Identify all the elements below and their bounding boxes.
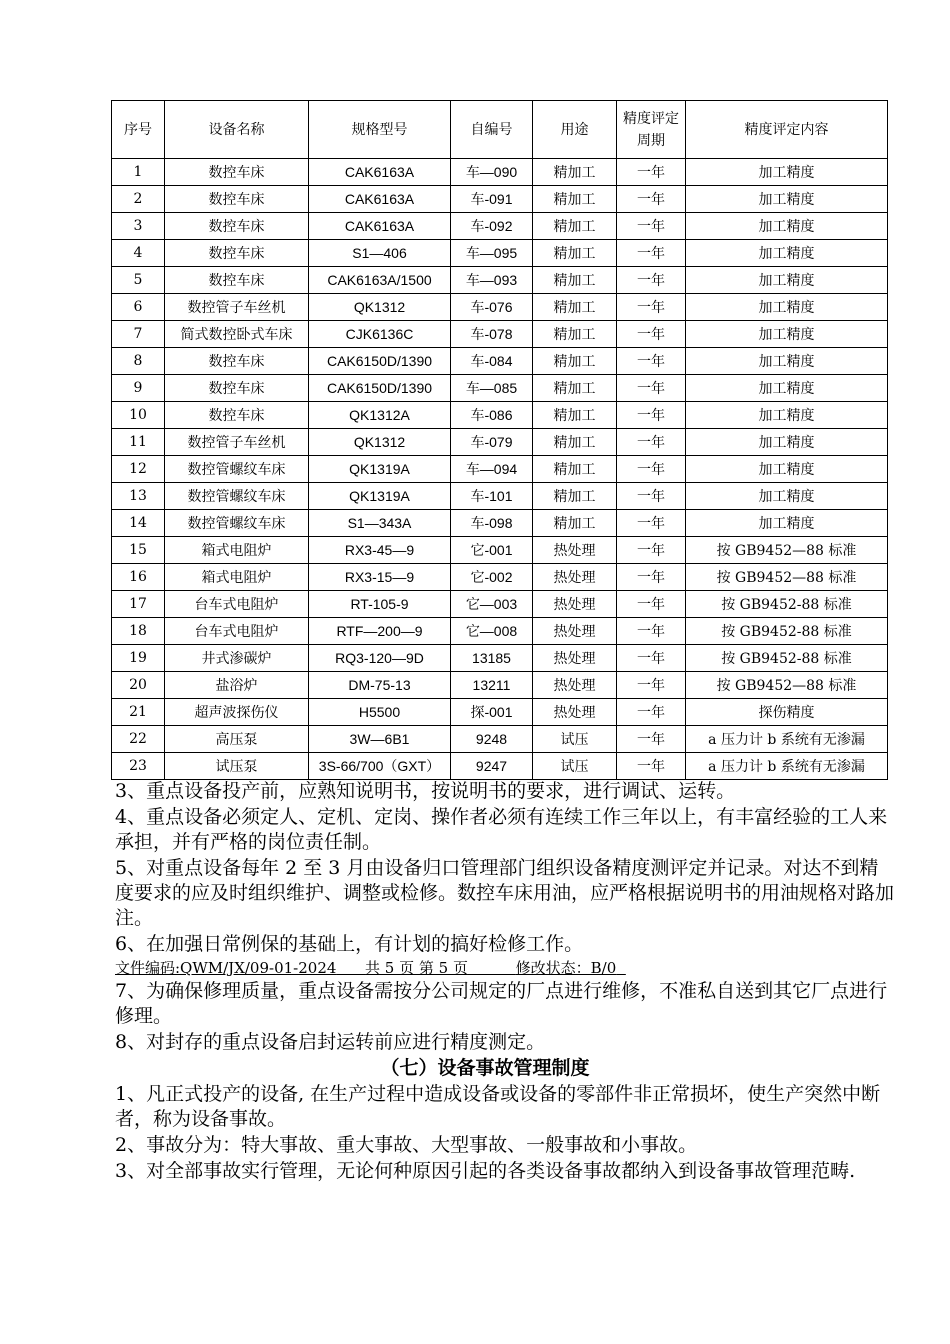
cell-usage: 精加工 bbox=[533, 213, 617, 240]
cell-index: 12 bbox=[112, 456, 165, 483]
header-index: 序号 bbox=[112, 101, 165, 159]
cell-self-number: 它-001 bbox=[451, 537, 533, 564]
table-row bbox=[112, 753, 888, 780]
table-row bbox=[112, 483, 888, 510]
table-row bbox=[112, 537, 888, 564]
cell-index: 5 bbox=[112, 267, 165, 294]
cell-model: QK1312 bbox=[309, 429, 451, 456]
cell-self-number: 9247 bbox=[451, 753, 533, 780]
cell-evaluation-content: 加工精度 bbox=[686, 213, 888, 240]
cell-usage: 热处理 bbox=[533, 537, 617, 564]
cell-evaluation-period: 一年 bbox=[617, 699, 686, 726]
cell-self-number: 9248 bbox=[451, 726, 533, 753]
header-equipment-name: 设备名称 bbox=[165, 101, 309, 159]
cell-usage: 精加工 bbox=[533, 375, 617, 402]
table-row bbox=[112, 510, 888, 537]
paragraph-5: 5、对重点设备每年 2 至 3 月由设备归口管理部门组织设备精度测评定并记录。对达不到精度要求的应及时组织维护、调整或检修。数控车床用油，应严格根据说明书的用油规格对路加注。 bbox=[115, 857, 895, 929]
cell-equipment-name: 数控管螺纹车床 bbox=[165, 510, 309, 537]
table-row bbox=[112, 699, 888, 726]
cell-evaluation-content: 加工精度 bbox=[686, 267, 888, 294]
cell-index: 23 bbox=[112, 753, 165, 780]
table-row bbox=[112, 186, 888, 213]
cell-evaluation-content: 加工精度 bbox=[686, 321, 888, 348]
footer-pages: 共 5 页 第 5 页 bbox=[365, 959, 468, 977]
cell-evaluation-period: 一年 bbox=[617, 294, 686, 321]
cell-index: 7 bbox=[112, 321, 165, 348]
cell-evaluation-period: 一年 bbox=[617, 321, 686, 348]
cell-evaluation-period: 一年 bbox=[617, 726, 686, 753]
cell-evaluation-content: 加工精度 bbox=[686, 429, 888, 456]
table-body bbox=[112, 159, 888, 780]
cell-usage: 精加工 bbox=[533, 159, 617, 186]
cell-self-number: 车-079 bbox=[451, 429, 533, 456]
cell-index: 19 bbox=[112, 645, 165, 672]
table-row bbox=[112, 618, 888, 645]
cell-self-number: 车-092 bbox=[451, 213, 533, 240]
cell-model: QK1312 bbox=[309, 294, 451, 321]
section-paragraph-3: 3、对全部事故实行管理，无论何种原因引起的各类设备事故都纳入到设备事故管理范畴. bbox=[115, 1160, 856, 1182]
cell-usage: 精加工 bbox=[533, 429, 617, 456]
cell-equipment-name: 盐浴炉 bbox=[165, 672, 309, 699]
cell-equipment-name: 简式数控卧式车床 bbox=[165, 321, 309, 348]
cell-index: 6 bbox=[112, 294, 165, 321]
cell-equipment-name: 数控车床 bbox=[165, 240, 309, 267]
cell-model: QK1319A bbox=[309, 483, 451, 510]
cell-model: RX3-45—9 bbox=[309, 537, 451, 564]
footer-doc-code: 文件编码:QWM/JX/09-01-2024 bbox=[115, 959, 337, 977]
cell-usage: 精加工 bbox=[533, 294, 617, 321]
cell-evaluation-content: 加工精度 bbox=[686, 402, 888, 429]
cell-model: CAK6150D/1390 bbox=[309, 348, 451, 375]
section-paragraph-2: 2、事故分为：特大事故、重大事故、大型事故、一般事故和小事故。 bbox=[115, 1134, 698, 1156]
header-evaluation-period: 精度评定周期 bbox=[617, 101, 686, 159]
cell-equipment-name: 箱式电阻炉 bbox=[165, 537, 309, 564]
cell-self-number: 探-001 bbox=[451, 699, 533, 726]
cell-evaluation-content: 加工精度 bbox=[686, 186, 888, 213]
cell-index: 2 bbox=[112, 186, 165, 213]
cell-model: RQ3-120—9D bbox=[309, 645, 451, 672]
cell-index: 3 bbox=[112, 213, 165, 240]
cell-usage: 热处理 bbox=[533, 564, 617, 591]
cell-evaluation-period: 一年 bbox=[617, 213, 686, 240]
cell-self-number: 车—093 bbox=[451, 267, 533, 294]
cell-index: 4 bbox=[112, 240, 165, 267]
cell-evaluation-content: 加工精度 bbox=[686, 348, 888, 375]
cell-index: 17 bbox=[112, 591, 165, 618]
table-row bbox=[112, 726, 888, 753]
cell-evaluation-period: 一年 bbox=[617, 537, 686, 564]
cell-usage: 精加工 bbox=[533, 456, 617, 483]
cell-evaluation-content: 按 GB9452-88 标准 bbox=[686, 645, 888, 672]
cell-usage: 精加工 bbox=[533, 267, 617, 294]
cell-index: 21 bbox=[112, 699, 165, 726]
cell-model: CAK6163A/1500 bbox=[309, 267, 451, 294]
cell-index: 8 bbox=[112, 348, 165, 375]
cell-evaluation-period: 一年 bbox=[617, 375, 686, 402]
cell-self-number: 车-086 bbox=[451, 402, 533, 429]
table-row bbox=[112, 456, 888, 483]
cell-model: S1—406 bbox=[309, 240, 451, 267]
section-title: （七）设备事故管理制度 bbox=[380, 1057, 590, 1079]
cell-self-number: 车—094 bbox=[451, 456, 533, 483]
paragraph-7: 7、为确保修理质量，重点设备需按分公司规定的厂点进行维修，不准私自送到其它厂点进行修理。 bbox=[115, 980, 888, 1027]
header-row bbox=[112, 101, 888, 159]
cell-self-number: 它-002 bbox=[451, 564, 533, 591]
cell-evaluation-period: 一年 bbox=[617, 267, 686, 294]
cell-equipment-name: 数控车床 bbox=[165, 159, 309, 186]
cell-usage: 精加工 bbox=[533, 510, 617, 537]
cell-equipment-name: 台车式电阻炉 bbox=[165, 618, 309, 645]
cell-equipment-name: 箱式电阻炉 bbox=[165, 564, 309, 591]
cell-model: QK1319A bbox=[309, 456, 451, 483]
cell-self-number: 车—085 bbox=[451, 375, 533, 402]
cell-usage: 试压 bbox=[533, 753, 617, 780]
cell-evaluation-content: 按 GB9452—88 标准 bbox=[686, 564, 888, 591]
table-row bbox=[112, 672, 888, 699]
cell-usage: 热处理 bbox=[533, 699, 617, 726]
cell-evaluation-period: 一年 bbox=[617, 510, 686, 537]
cell-self-number: 车-084 bbox=[451, 348, 533, 375]
cell-model: CAK6150D/1390 bbox=[309, 375, 451, 402]
cell-model: 3S-66/700（GXT） bbox=[309, 753, 451, 780]
cell-evaluation-content: 按 GB9452-88 标准 bbox=[686, 591, 888, 618]
cell-evaluation-period: 一年 bbox=[617, 348, 686, 375]
cell-model: S1—343A bbox=[309, 510, 451, 537]
cell-model: RTF—200—9 bbox=[309, 618, 451, 645]
cell-equipment-name: 超声波探伤仪 bbox=[165, 699, 309, 726]
table-row bbox=[112, 402, 888, 429]
cell-evaluation-content: 按 GB9452-88 标准 bbox=[686, 618, 888, 645]
paragraph-8: 8、对封存的重点设备启封运转前应进行精度测定。 bbox=[115, 1031, 546, 1053]
table-row bbox=[112, 321, 888, 348]
cell-index: 13 bbox=[112, 483, 165, 510]
paragraph-6: 6、在加强日常例保的基础上，有计划的搞好检修工作。 bbox=[115, 933, 584, 955]
cell-evaluation-content: 加工精度 bbox=[686, 510, 888, 537]
cell-evaluation-period: 一年 bbox=[617, 564, 686, 591]
cell-index: 18 bbox=[112, 618, 165, 645]
cell-self-number: 13211 bbox=[451, 672, 533, 699]
cell-self-number: 车-091 bbox=[451, 186, 533, 213]
cell-evaluation-content: a 压力计 b 系统有无渗漏 bbox=[686, 753, 888, 780]
cell-evaluation-period: 一年 bbox=[617, 429, 686, 456]
cell-evaluation-content: a 压力计 b 系统有无渗漏 bbox=[686, 726, 888, 753]
cell-equipment-name: 数控车床 bbox=[165, 375, 309, 402]
cell-usage: 热处理 bbox=[533, 618, 617, 645]
cell-index: 11 bbox=[112, 429, 165, 456]
footer-revision: 修改状态：B/0 bbox=[515, 959, 617, 977]
cell-evaluation-content: 加工精度 bbox=[686, 159, 888, 186]
cell-usage: 精加工 bbox=[533, 483, 617, 510]
header-evaluation-content: 精度评定内容 bbox=[686, 101, 888, 159]
page-footer bbox=[115, 958, 895, 978]
cell-evaluation-period: 一年 bbox=[617, 483, 686, 510]
cell-evaluation-period: 一年 bbox=[617, 753, 686, 780]
cell-model: RT-105-9 bbox=[309, 591, 451, 618]
cell-evaluation-period: 一年 bbox=[617, 456, 686, 483]
cell-usage: 精加工 bbox=[533, 186, 617, 213]
cell-equipment-name: 数控车床 bbox=[165, 348, 309, 375]
cell-self-number: 它—008 bbox=[451, 618, 533, 645]
table-row bbox=[112, 645, 888, 672]
cell-equipment-name: 数控管子车丝机 bbox=[165, 429, 309, 456]
cell-index: 10 bbox=[112, 402, 165, 429]
cell-evaluation-period: 一年 bbox=[617, 186, 686, 213]
table-row bbox=[112, 375, 888, 402]
cell-self-number: 13185 bbox=[451, 645, 533, 672]
table-row bbox=[112, 213, 888, 240]
table-row bbox=[112, 240, 888, 267]
table-row bbox=[112, 429, 888, 456]
cell-equipment-name: 数控车床 bbox=[165, 186, 309, 213]
cell-equipment-name: 数控管子车丝机 bbox=[165, 294, 309, 321]
header-model: 规格型号 bbox=[309, 101, 451, 159]
cell-evaluation-content: 按 GB9452—88 标准 bbox=[686, 672, 888, 699]
cell-usage: 热处理 bbox=[533, 645, 617, 672]
cell-index: 20 bbox=[112, 672, 165, 699]
cell-index: 22 bbox=[112, 726, 165, 753]
section-paragraph-1: 1、凡正式投产的设备, 在生产过程中造成设备或设备的零部件非正常损坏，使生产突然中断者，称为设备事故。 bbox=[115, 1083, 881, 1130]
cell-index: 15 bbox=[112, 537, 165, 564]
cell-equipment-name: 数控管螺纹车床 bbox=[165, 456, 309, 483]
cell-evaluation-content: 按 GB9452—88 标准 bbox=[686, 537, 888, 564]
table-row bbox=[112, 591, 888, 618]
body-text bbox=[115, 779, 895, 1185]
header-self-number: 自编号 bbox=[451, 101, 533, 159]
cell-evaluation-content: 加工精度 bbox=[686, 483, 888, 510]
cell-evaluation-content: 加工精度 bbox=[686, 294, 888, 321]
cell-evaluation-period: 一年 bbox=[617, 240, 686, 267]
cell-evaluation-period: 一年 bbox=[617, 159, 686, 186]
equipment-table bbox=[111, 100, 888, 780]
cell-model: H5500 bbox=[309, 699, 451, 726]
cell-self-number: 车-098 bbox=[451, 510, 533, 537]
table-row bbox=[112, 348, 888, 375]
cell-evaluation-content: 加工精度 bbox=[686, 375, 888, 402]
cell-self-number: 车-078 bbox=[451, 321, 533, 348]
table-row bbox=[112, 564, 888, 591]
cell-index: 16 bbox=[112, 564, 165, 591]
cell-model: QK1312A bbox=[309, 402, 451, 429]
cell-usage: 精加工 bbox=[533, 348, 617, 375]
cell-evaluation-period: 一年 bbox=[617, 672, 686, 699]
cell-evaluation-period: 一年 bbox=[617, 591, 686, 618]
cell-equipment-name: 数控车床 bbox=[165, 267, 309, 294]
header-usage: 用途 bbox=[533, 101, 617, 159]
cell-evaluation-period: 一年 bbox=[617, 402, 686, 429]
cell-usage: 热处理 bbox=[533, 672, 617, 699]
cell-self-number: 它—003 bbox=[451, 591, 533, 618]
cell-model: CJK6136C bbox=[309, 321, 451, 348]
cell-index: 9 bbox=[112, 375, 165, 402]
cell-equipment-name: 台车式电阻炉 bbox=[165, 591, 309, 618]
cell-self-number: 车-076 bbox=[451, 294, 533, 321]
cell-usage: 精加工 bbox=[533, 321, 617, 348]
cell-self-number: 车-101 bbox=[451, 483, 533, 510]
paragraph-4: 4、重点设备必须定人、定机、定岗、操作者必须有连续工作三年以上，有丰富经验的工人来承担，并有严格的岗位责任制。 bbox=[115, 806, 888, 853]
table-row bbox=[112, 294, 888, 321]
cell-model: DM-75-13 bbox=[309, 672, 451, 699]
cell-evaluation-content: 探伤精度 bbox=[686, 699, 888, 726]
table-header bbox=[112, 101, 888, 159]
cell-usage: 精加工 bbox=[533, 402, 617, 429]
cell-usage: 试压 bbox=[533, 726, 617, 753]
paragraph-3: 3、重点设备投产前，应熟知说明书，按说明书的要求，进行调试、运转。 bbox=[115, 780, 736, 802]
cell-model: 3W—6B1 bbox=[309, 726, 451, 753]
cell-equipment-name: 数控管螺纹车床 bbox=[165, 483, 309, 510]
cell-index: 1 bbox=[112, 159, 165, 186]
cell-evaluation-content: 加工精度 bbox=[686, 240, 888, 267]
cell-equipment-name: 数控车床 bbox=[165, 402, 309, 429]
cell-index: 14 bbox=[112, 510, 165, 537]
cell-evaluation-period: 一年 bbox=[617, 618, 686, 645]
cell-equipment-name: 数控车床 bbox=[165, 213, 309, 240]
table-row bbox=[112, 267, 888, 294]
cell-model: CAK6163A bbox=[309, 213, 451, 240]
cell-model: CAK6163A bbox=[309, 186, 451, 213]
cell-equipment-name: 井式渗碳炉 bbox=[165, 645, 309, 672]
cell-equipment-name: 高压泵 bbox=[165, 726, 309, 753]
cell-usage: 精加工 bbox=[533, 240, 617, 267]
cell-model: RX3-15—9 bbox=[309, 564, 451, 591]
cell-self-number: 车—090 bbox=[451, 159, 533, 186]
table-row bbox=[112, 159, 888, 186]
cell-evaluation-content: 加工精度 bbox=[686, 456, 888, 483]
cell-usage: 热处理 bbox=[533, 591, 617, 618]
cell-equipment-name: 试压泵 bbox=[165, 753, 309, 780]
cell-evaluation-period: 一年 bbox=[617, 645, 686, 672]
cell-model: CAK6163A bbox=[309, 159, 451, 186]
cell-self-number: 车—095 bbox=[451, 240, 533, 267]
